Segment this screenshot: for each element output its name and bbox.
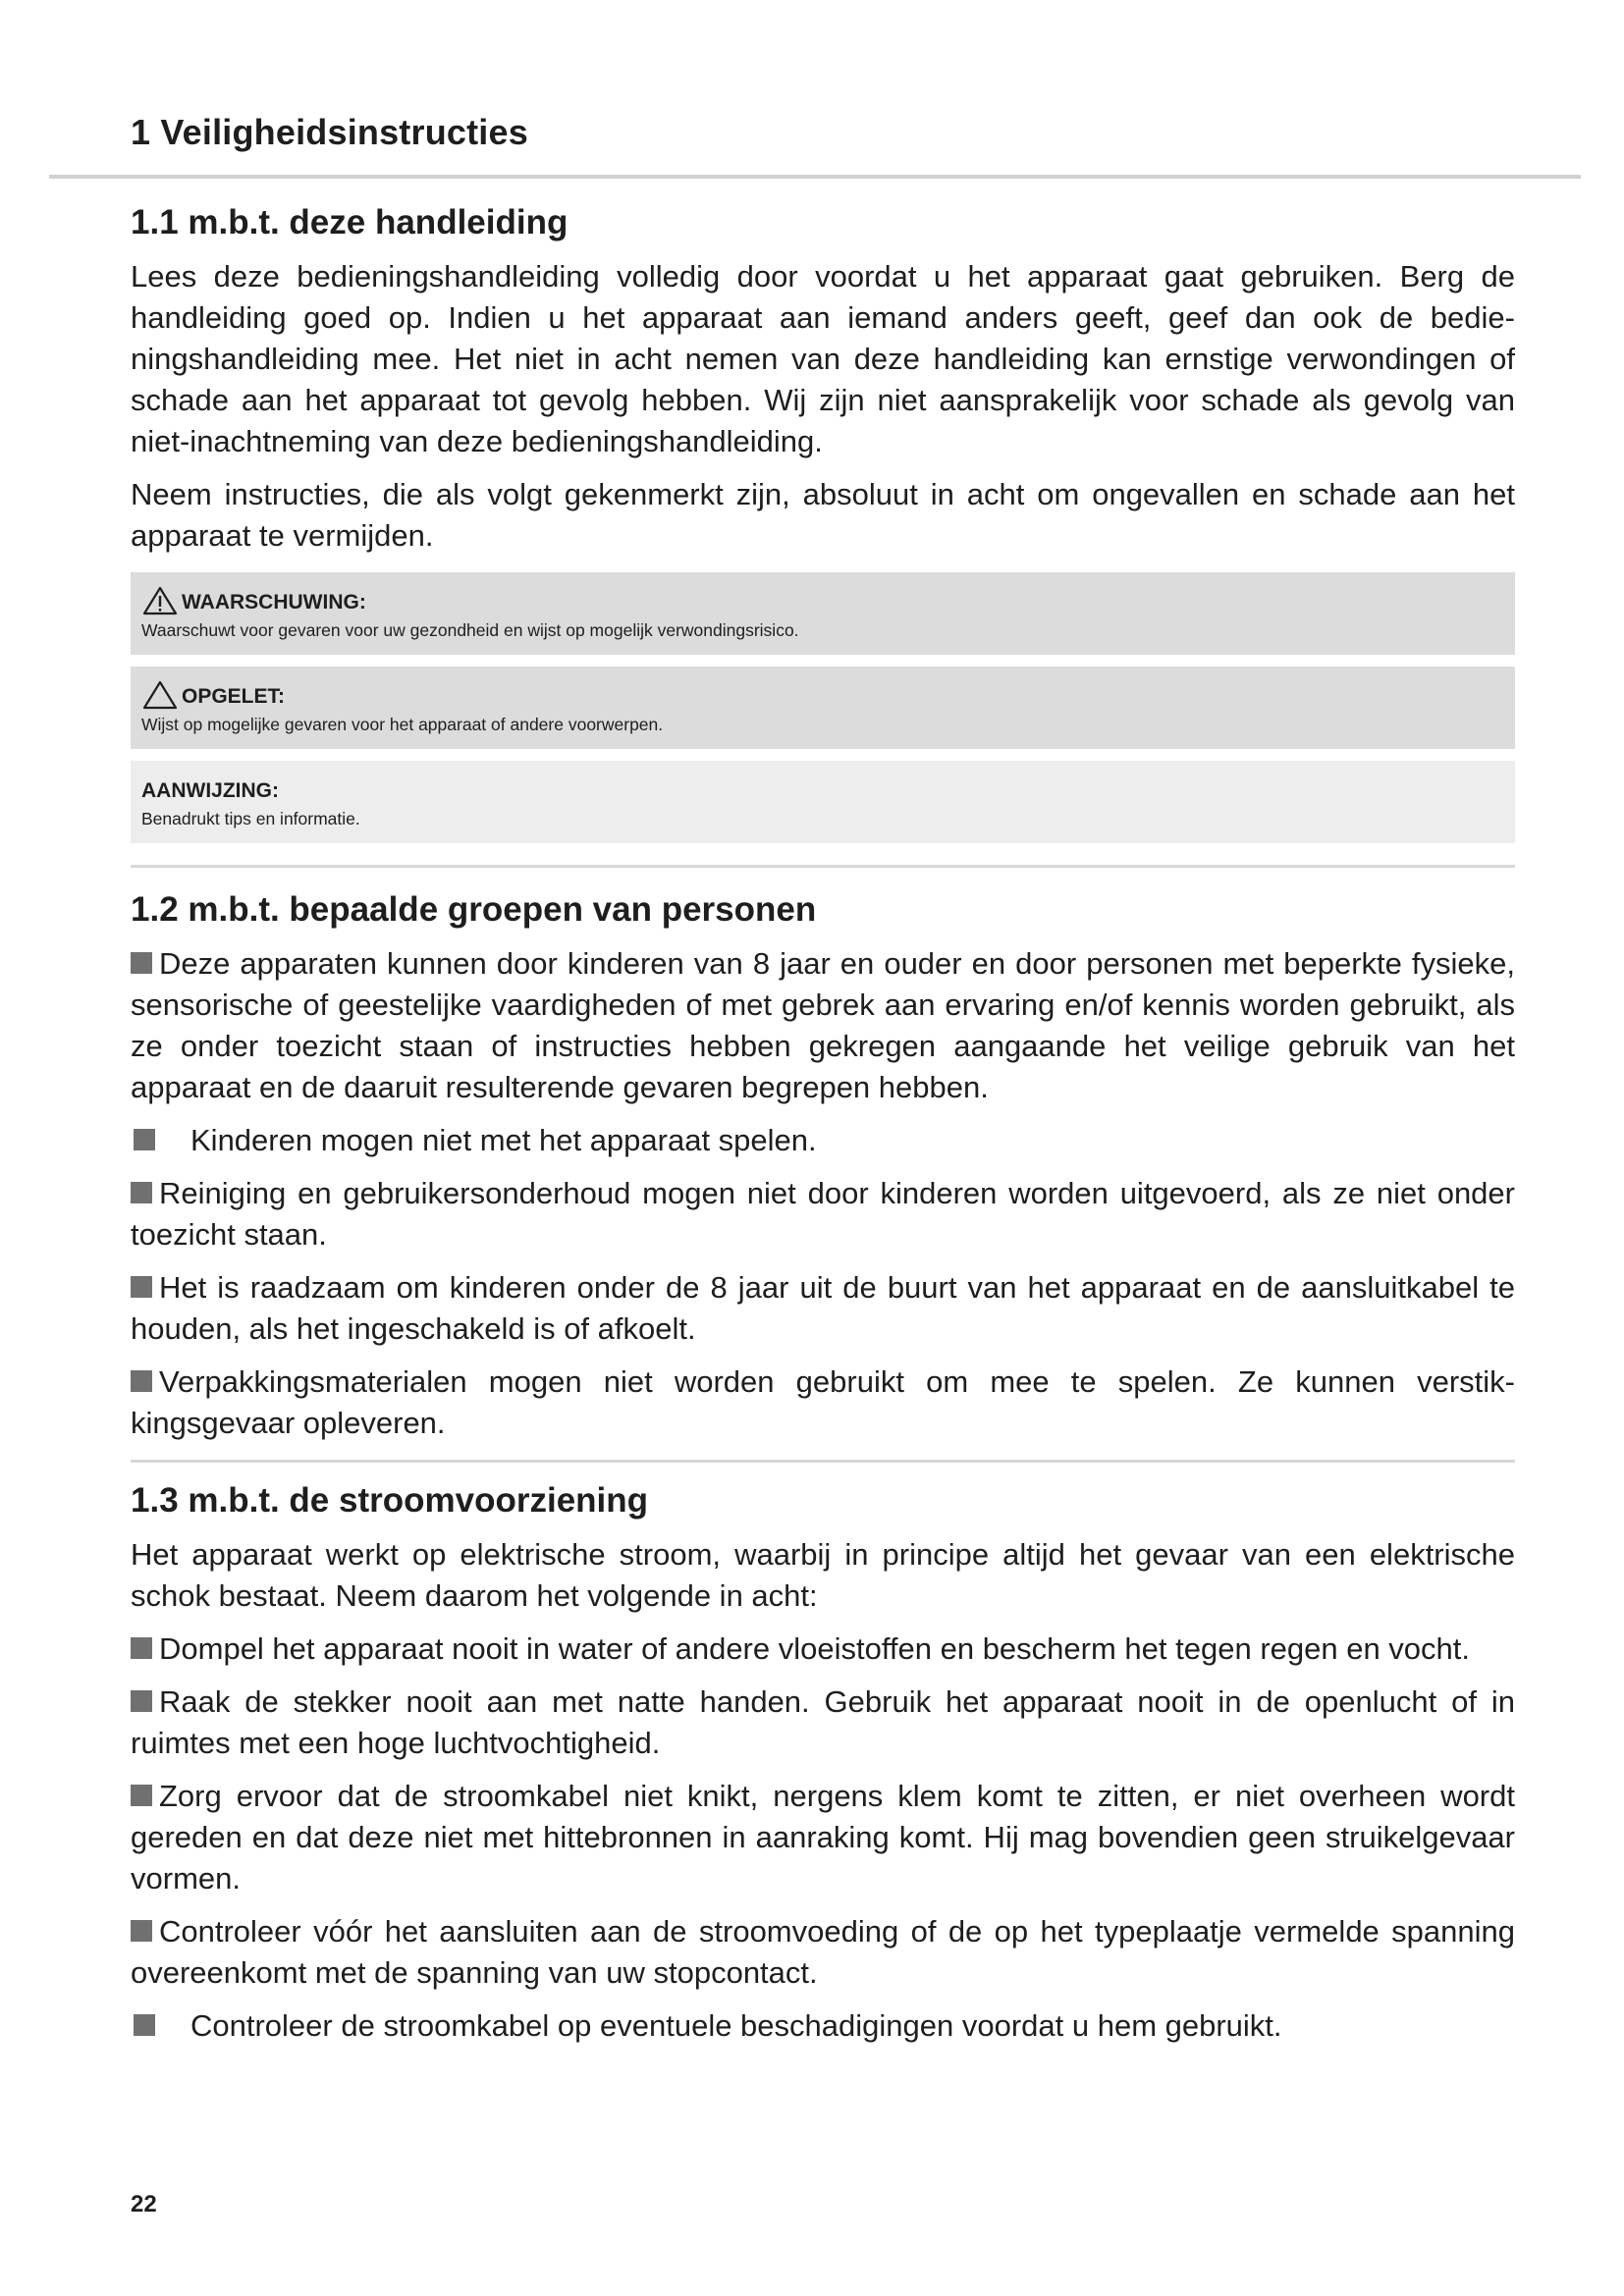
- bullet-square-icon: [131, 1785, 152, 1806]
- section-persons: [131, 888, 1515, 1463]
- notice-warning: [131, 572, 1515, 655]
- bullet-square-icon: [131, 1920, 152, 1942]
- notice-hint: [131, 761, 1515, 843]
- notice-text: Benadrukt tips en informatie.: [141, 809, 360, 828]
- list-item: Dompel het apparaat nooit in water of andere vloeistoffen en bescherm het tegen regen en vocht.: [131, 1629, 1515, 1670]
- chapter-title: 1 Veiligheidsinstructies: [131, 112, 528, 152]
- section-power: [131, 1479, 1515, 2058]
- notice-caution: [131, 667, 1515, 749]
- bullet-square-icon: [131, 1182, 152, 1203]
- section-divider: [131, 1460, 1515, 1463]
- section-title: 1.1 m.b.t. deze handleiding: [131, 203, 568, 241]
- section-manual: [131, 201, 1515, 868]
- warning-exclamation-icon: [142, 586, 178, 615]
- list-item: Reiniging en gebruikersonderhoud mogen niet door kinderen worden uitgevoerd, als ze niet onder toezicht staan.: [131, 1176, 1515, 1252]
- list-item: Controleer de stroomkabel op eventuele beschadigingen voordat u hem gebruikt.: [131, 2005, 1515, 2047]
- list-item: Controleer vóór het aansluiten aan de stroomvoeding of de op het typeplaatje vermelde spanning overeenkomt met de spanning van uw stopcontact.: [131, 1914, 1515, 1990]
- section-title: 1.2 m.b.t. bepaalde groepen van personen: [131, 890, 817, 929]
- chapter-divider: [49, 175, 1581, 179]
- bullet-square-icon: [131, 1690, 152, 1712]
- bullet-square-icon: [134, 2014, 155, 2036]
- notice-text: Waarschuwt voor gevaren voor uw gezondheid en wijst op mogelijk verwondingsrisico.: [141, 620, 799, 640]
- list-item: Kinderen mogen niet met het apparaat spelen.: [131, 1120, 1515, 1161]
- bullet-square-icon: [131, 1370, 152, 1392]
- notice-label: OPGELET:: [182, 685, 286, 708]
- bullet-square-icon: [131, 952, 152, 974]
- list-item: Deze apparaten kunnen door kinderen van 8 jaar en ouder en door personen met beperkte fysieke, sensorische of geestelijke vaardigheden of met gebrek aan ervaring en/of kennis worden gebruikt, als ze onder toezicht staan of instructies hebben gekregen aangaande het veilige gebruik van het apparaat en de daaruit resulterende gevaren begrepen hebben.: [131, 946, 1515, 1104]
- list-item: Zorg ervoor dat de stroomkabel niet knikt, nergens klem komt te zitten, er niet overheen wordt gereden en dat deze niet met hittebronnen in aanraking komt. Hij mag bovendien geen struikelgevaar vormen.: [131, 1779, 1515, 1896]
- section-divider: [131, 865, 1515, 868]
- bullet-square-icon: [134, 1129, 155, 1150]
- list-item: Verpakkingsmaterialen mogen niet worden gebruikt om mee te spelen. Ze kunnen verstikkingsgevaar opleveren.: [131, 1364, 1515, 1440]
- paragraph: Lees deze bedieningshandleiding volledig door voordat u het apparaat gaat gebruiken. Berg de handleiding goed op. Indien u het apparaat aan iemand anders geeft, geef dan ook de bedieningshandleiding mee. Het niet in acht nemen van deze handleiding kan ernstige verwondingen of schade aan het apparaat tot gevolg hebben. Wij zijn niet aansprakelijk voor schade als gevolg van niet-inachtneming van deze bedieningshandleiding.: [131, 259, 1515, 458]
- list-item: Het is raadzaam om kinderen onder de 8 jaar uit de buurt van het apparaat en de aansluitkabel te houden, als het ingeschakeld is of afkoelt.: [131, 1270, 1515, 1346]
- list-item: Raak de stekker nooit aan met natte handen. Gebruik het apparaat nooit in de openlucht of in ruimtes met een hoge luchtvochtigheid.: [131, 1684, 1515, 1760]
- section-title: 1.3 m.b.t. de stroomvoorziening: [131, 1481, 649, 1520]
- paragraph: Het apparaat werkt op elektrische stroom, waarbij in principe altijd het gevaar van een elektrische schok bestaat. Neem daarom het volgende in acht:: [131, 1537, 1515, 1613]
- bullet-square-icon: [131, 1276, 152, 1298]
- notice-text: Wijst op mogelijke gevaren voor het apparaat of andere voorwerpen.: [141, 715, 664, 734]
- bullet-square-icon: [131, 1637, 152, 1659]
- paragraph: Neem instructies, die als volgt gekenmerkt zijn, absoluut in acht om ongevallen en schade aan het apparaat te vermijden.: [131, 477, 1515, 553]
- page-number: 22: [131, 2191, 157, 2217]
- notice-label: AANWIJZING:: [141, 779, 279, 802]
- caution-triangle-icon: [142, 680, 178, 710]
- notice-label: WAARSCHUWING:: [182, 591, 366, 614]
